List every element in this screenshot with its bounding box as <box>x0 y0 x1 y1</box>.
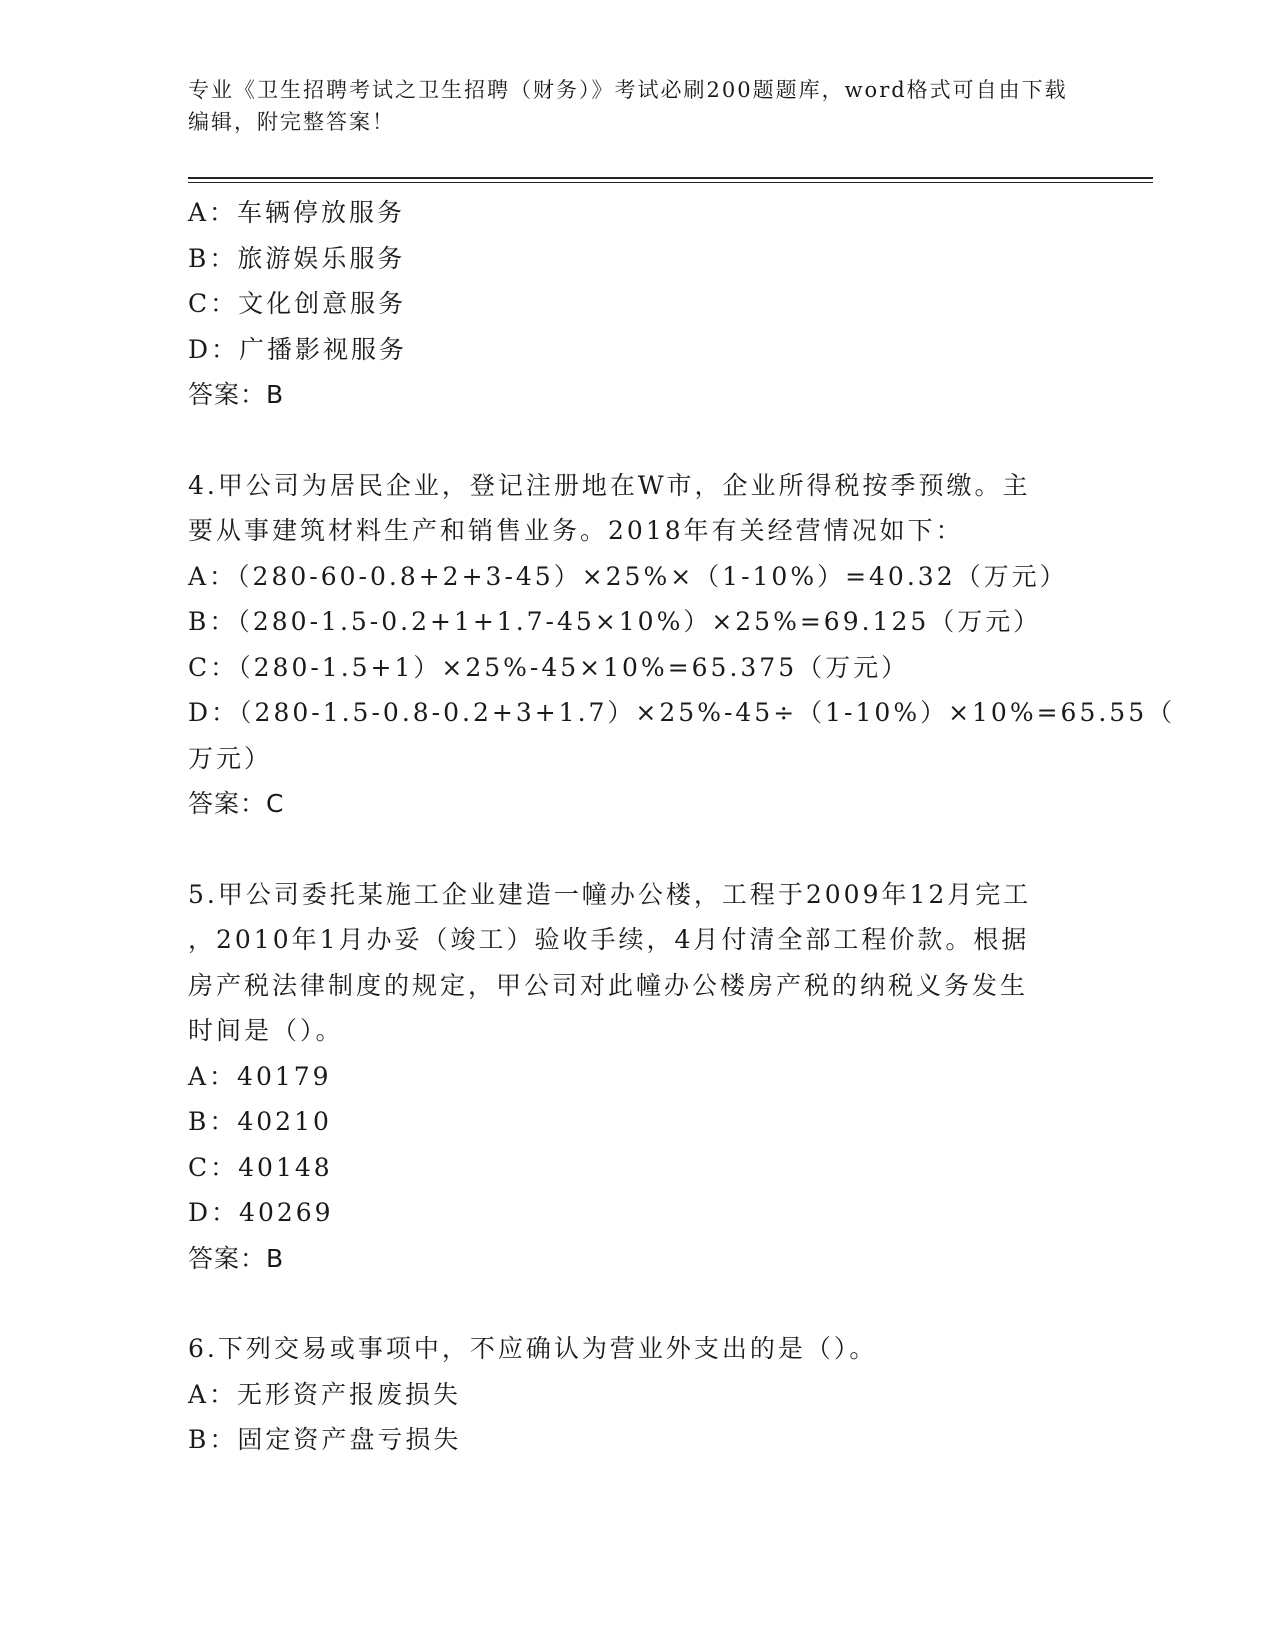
header-title: 专业《卫生招聘考试之卫生招聘（财务）》考试必刷200题题库，word格式可自由下载编辑，附完整答案！ <box>188 78 1068 134</box>
question-stem: 房产税法律制度的规定，甲公司对此幢办公楼房产税的纳税义务发生 <box>188 970 1029 1000</box>
header-rule-thick <box>188 177 1153 179</box>
question-stem: 5.甲公司委托某施工企业建造一幢办公楼，工程于2009年12月完工 <box>188 879 1032 909</box>
option-c: C：文化创意服务 <box>188 289 407 318</box>
question-6 <box>188 1326 1068 1463</box>
question-stem: 4.甲公司为居民企业，登记注册地在W市，企业所得税按季预缴。主 <box>188 470 1031 500</box>
question-stem: 要从事建筑材料生产和销售业务。2018年有关经营情况如下： <box>188 516 964 545</box>
option-d: D：（280-1.5-0.8-0.2+3+1.7）×25%-45÷（1-10%）×10%=65.55（ <box>188 698 1176 727</box>
question-4 <box>188 463 1176 827</box>
question-stem: 时间是（）。 <box>188 1016 344 1045</box>
answer: 答案：B <box>188 1243 285 1273</box>
option-a: A：40179 <box>188 1061 332 1091</box>
spacer <box>188 418 1068 463</box>
answer: 答案：C <box>188 789 285 818</box>
option-a: A：（280-60-0.8+2+3-45）×25%×（1-10%）=40.32（万元） <box>188 561 1068 591</box>
option-b: B：旅游娱乐服务 <box>188 243 406 273</box>
question-stem: ，2010年1月办妥（竣工）验收手续，4月付清全部工程价款。根据 <box>188 925 1030 954</box>
header-rule-thin <box>188 182 1153 183</box>
question-5 <box>188 872 1068 1282</box>
option-a: A：车辆停放服务 <box>188 198 406 227</box>
option-b: B：（280-1.5-0.2+1+1.7-45×10%）×25%=69.125（万元） <box>188 607 1042 636</box>
question-stem: 6.下列交易或事项中，不应确认为营业外支出的是（）。 <box>188 1334 878 1363</box>
answer: 答案：B <box>188 380 285 409</box>
page-header <box>188 74 1068 138</box>
option-a: A：无形资产报废损失 <box>188 1379 462 1409</box>
question-3 <box>188 190 1068 418</box>
spacer <box>188 827 1068 872</box>
option-c: C：40148 <box>188 1152 333 1182</box>
option-b: B：固定资产盘亏损失 <box>188 1425 462 1454</box>
option-c: C：（280-1.5+1）×25%-45×10%=65.375（万元） <box>188 652 910 682</box>
spacer <box>188 1281 1068 1326</box>
option-d-continued: 万元） <box>188 743 273 773</box>
option-d: D：广播影视服务 <box>188 334 408 364</box>
option-d: D：40269 <box>188 1198 334 1227</box>
question-content <box>188 190 1176 1463</box>
option-b: B：40210 <box>188 1107 332 1136</box>
